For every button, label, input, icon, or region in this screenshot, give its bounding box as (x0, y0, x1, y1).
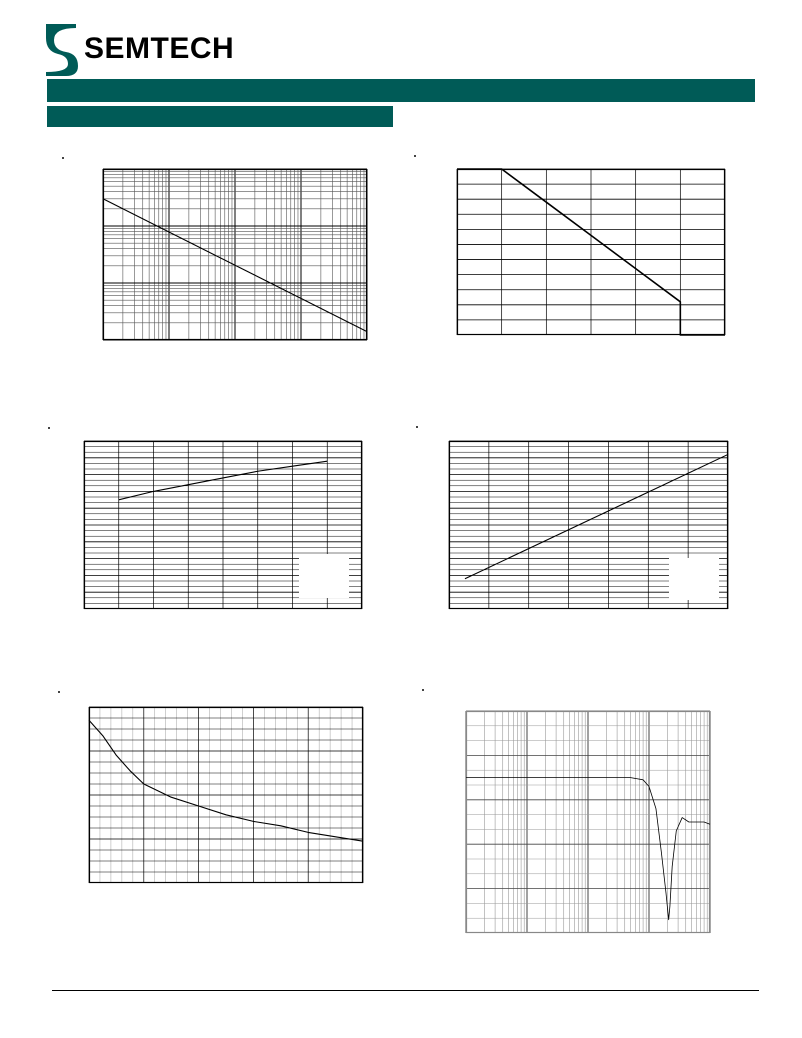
figure-marker (414, 155, 416, 157)
figure-marker (422, 689, 424, 691)
chart-6 (466, 711, 710, 933)
brand-name: SEMTECH (84, 32, 235, 65)
semtech-logo (46, 24, 286, 76)
figure-marker (416, 426, 418, 428)
header-band (47, 79, 755, 102)
legend-box (299, 554, 349, 598)
figure-marker (58, 691, 60, 693)
figure-marker (48, 427, 50, 429)
chart-3 (84, 441, 362, 609)
chart-4 (449, 441, 728, 609)
section-band (47, 106, 393, 127)
chart-1 (103, 169, 367, 340)
chart-5 (89, 707, 363, 883)
semtech-s-logo-icon (46, 24, 82, 76)
chart-2 (457, 169, 725, 335)
legend-box (669, 558, 719, 600)
figure-marker (62, 157, 64, 159)
footer-rule (52, 990, 759, 991)
